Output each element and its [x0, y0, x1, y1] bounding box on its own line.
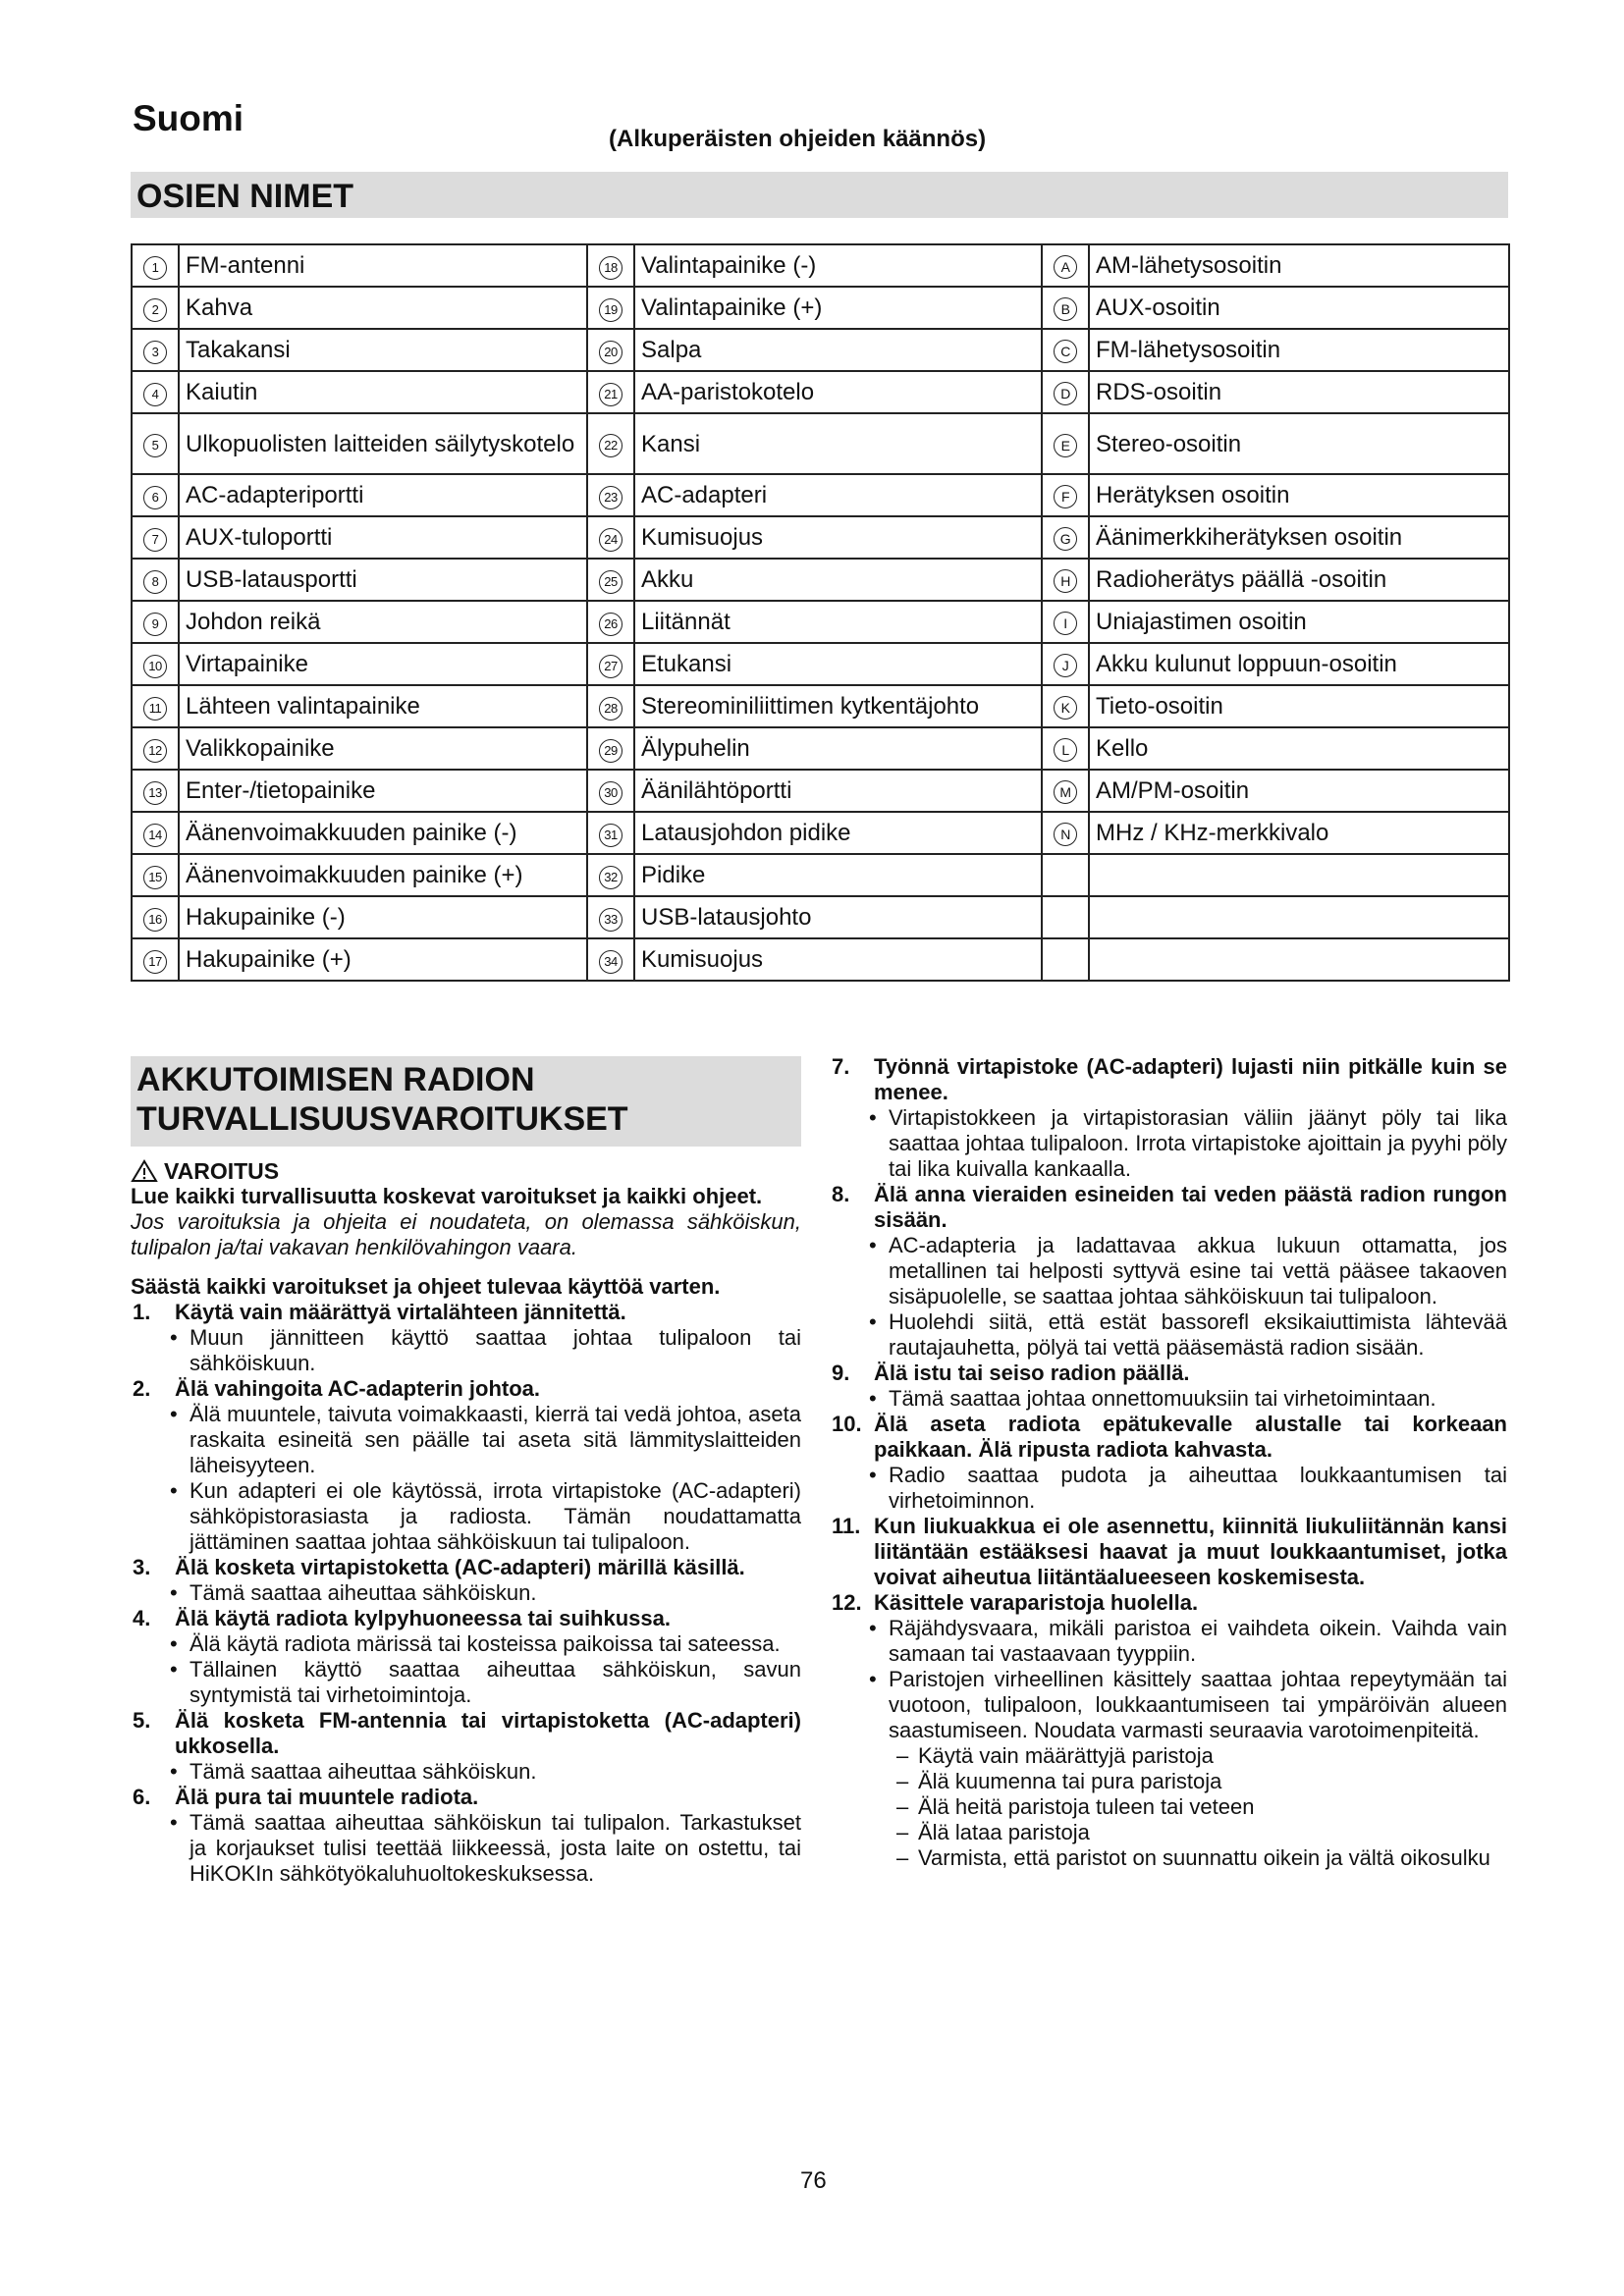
- safety-item-text: Älä aseta radiota epätukevalle alustalle tai korkeaan paikkaan. Älä ripusta radiota kahvasta.: [874, 1412, 1507, 1462]
- safety-bullet: • Tämä saattaa aiheuttaa sähköiskun.: [131, 1580, 801, 1606]
- part-number-cell: [1042, 559, 1089, 601]
- part-name-cell: Akku kulunut loppuun-osoitin: [1089, 643, 1509, 685]
- part-number-badge: 18: [599, 256, 623, 280]
- part-number-cell: [587, 559, 634, 601]
- safety-item-title: [131, 1376, 801, 1402]
- parts-row: [132, 371, 1509, 413]
- safety-section-title: [131, 1056, 801, 1147]
- part-number-cell: [1042, 685, 1089, 727]
- parts-row: [132, 770, 1509, 812]
- part-number-badge: E: [1054, 434, 1077, 457]
- part-name-cell: USB-latausjohto: [634, 896, 1042, 938]
- safety-item: [830, 1412, 1507, 1514]
- part-number-badge: 22: [599, 434, 623, 457]
- parts-row: [132, 244, 1509, 287]
- part-name-cell: AC-adapteri: [634, 474, 1042, 516]
- safety-title-line: TURVALLISUUSVAROITUKSET: [136, 1100, 628, 1138]
- part-number-cell: [587, 812, 634, 854]
- part-number-cell: [587, 413, 634, 474]
- part-name-cell: Etukansi: [634, 643, 1042, 685]
- safety-item-title: [830, 1590, 1507, 1616]
- safety-item: [830, 1361, 1507, 1412]
- part-number-cell: [132, 854, 179, 896]
- safety-item-text: Älä vahingoita AC-adapterin johtoa.: [175, 1376, 540, 1401]
- safety-item: [131, 1555, 801, 1606]
- safety-item: [830, 1590, 1507, 1871]
- safety-item-title: [830, 1514, 1507, 1590]
- safety-item-number: 5.: [133, 1708, 151, 1733]
- safety-dash-item: – Varmista, että paristot on suunnattu oikein ja vältä oikosulku: [830, 1845, 1507, 1871]
- part-name-cell: Äänilähtöportti: [634, 770, 1042, 812]
- part-number-cell: [1042, 244, 1089, 287]
- part-number-badge: D: [1054, 382, 1077, 405]
- part-number-cell: [587, 516, 634, 559]
- safety-item: [131, 1708, 801, 1785]
- part-number-cell: [587, 474, 634, 516]
- safety-item-text: Älä istu tai seiso radion päällä.: [874, 1361, 1190, 1385]
- part-name-cell: Hakupainike (+): [179, 938, 587, 981]
- safety-item-title: [830, 1054, 1507, 1105]
- part-number-badge: 3: [143, 341, 167, 364]
- part-name-cell: Salpa: [634, 329, 1042, 371]
- part-name-cell: Äänimerkkiherätyksen osoitin: [1089, 516, 1509, 559]
- part-number-cell: [132, 559, 179, 601]
- part-name-cell: Kello: [1089, 727, 1509, 770]
- part-number-badge: 8: [143, 570, 167, 594]
- part-name-cell: Äänenvoimakkuuden painike (-): [179, 812, 587, 854]
- part-number-cell: [1042, 770, 1089, 812]
- safety-item-number: 4.: [133, 1606, 151, 1630]
- part-number-cell: [1042, 413, 1089, 474]
- part-number-cell: [132, 287, 179, 329]
- part-name-cell: Ulkopuolisten laitteiden säilytyskotelo: [179, 413, 587, 474]
- safety-left-column: [131, 1158, 801, 1887]
- safety-item: [131, 1300, 801, 1376]
- part-number-badge: 29: [599, 739, 623, 763]
- part-number-cell: [132, 727, 179, 770]
- safety-item-text: Älä pura tai muuntele radiota.: [175, 1785, 479, 1809]
- part-number-badge: 26: [599, 613, 623, 636]
- part-number-cell: [132, 685, 179, 727]
- safety-dash-item: – Älä lataa paristoja: [830, 1820, 1507, 1845]
- part-name-cell: Pidike: [634, 854, 1042, 896]
- part-name-cell: Virtapainike: [179, 643, 587, 685]
- part-number-badge: G: [1054, 527, 1077, 551]
- part-number-cell: [587, 643, 634, 685]
- safety-item-number: 1.: [133, 1300, 151, 1324]
- part-number-cell: [587, 371, 634, 413]
- safety-item-text: Kun liukuakkua ei ole asennettu, kiinnitä liukuliitännän kansi liitäntään estääksesi haavat ja muut loukkaantumiset, jotka voivat aiheutua liitäntäalueeseen koskemisesta.: [874, 1514, 1507, 1589]
- part-number-cell: [132, 896, 179, 938]
- part-number-badge: B: [1054, 297, 1077, 321]
- part-number-badge: 27: [599, 655, 623, 678]
- parts-row: [132, 474, 1509, 516]
- save-note: Säästä kaikki varoitukset ja ohjeet tulevaa käyttöä varten.: [131, 1274, 721, 1299]
- safety-item-number: 6.: [133, 1785, 151, 1809]
- part-number-cell: [132, 643, 179, 685]
- part-number-badge: L: [1054, 738, 1077, 762]
- safety-item-number: 3.: [133, 1555, 151, 1579]
- part-name-cell: Valintapainike (-): [634, 244, 1042, 287]
- safety-bullet: • Tämä saattaa aiheuttaa sähköiskun.: [131, 1759, 801, 1785]
- part-name-cell: [1089, 938, 1509, 981]
- safety-item-text: Työnnä virtapistoke (AC-adapteri) lujasti niin pitkälle kuin se menee.: [874, 1054, 1507, 1104]
- part-number-cell: [1042, 516, 1089, 559]
- part-name-cell: Stereominiliittimen kytkentäjohto: [634, 685, 1042, 727]
- part-number-badge: H: [1054, 569, 1077, 593]
- part-number-badge: 9: [143, 613, 167, 636]
- safety-bullet: • Huolehdi siitä, että estät bassorefl eksikaiuttimista lähtevää rautajauhetta, pölyä tai vettä pääsemästä radion sisään.: [830, 1309, 1507, 1361]
- part-name-cell: AM-lähetysosoitin: [1089, 244, 1509, 287]
- part-number-badge: 13: [143, 781, 167, 805]
- part-name-cell: Latausjohdon pidike: [634, 812, 1042, 854]
- part-number-cell: [1042, 938, 1089, 981]
- part-number-cell: [587, 896, 634, 938]
- part-number-badge: 14: [143, 824, 167, 847]
- intro-italic: Jos varoituksia ja ohjeita ei noudateta, on olemassa sähköiskun, tulipalon ja/tai vakavan henkilövahingon vaara.: [131, 1209, 801, 1259]
- part-name-cell: RDS-osoitin: [1089, 371, 1509, 413]
- part-name-cell: Enter-/tietopainike: [179, 770, 587, 812]
- part-number-badge: 24: [599, 528, 623, 552]
- part-name-cell: Johdon reikä: [179, 601, 587, 643]
- part-name-cell: USB-latausportti: [179, 559, 587, 601]
- safety-bullet: • Älä käytä radiota märissä tai kosteissa paikoissa tai sateessa.: [131, 1631, 801, 1657]
- part-number-badge: 31: [599, 824, 623, 847]
- safety-title-line: AKKUTOIMISEN RADION: [136, 1061, 535, 1098]
- parts-row: [132, 896, 1509, 938]
- part-name-cell: Kumisuojus: [634, 938, 1042, 981]
- warning-label: VAROITUS: [164, 1158, 280, 1184]
- part-name-cell: Herätyksen osoitin: [1089, 474, 1509, 516]
- part-number-badge: 4: [143, 383, 167, 406]
- safety-dash-item: – Älä heitä paristoja tuleen tai veteen: [830, 1794, 1507, 1820]
- safety-item-title: [830, 1182, 1507, 1233]
- safety-bullet: • Räjähdysvaara, mikäli paristoa ei vaihdeta oikein. Vaihda vain samaan tai vastaavaan tyyppiin.: [830, 1616, 1507, 1667]
- parts-row: [132, 727, 1509, 770]
- part-number-badge: 15: [143, 866, 167, 889]
- safety-item-text: Käytä vain määrättyä virtalähteen jännitettä.: [175, 1300, 626, 1324]
- safety-item-title: [131, 1708, 801, 1759]
- part-number-badge: 34: [599, 950, 623, 974]
- part-name-cell: Älypuhelin: [634, 727, 1042, 770]
- part-number-badge: A: [1054, 255, 1077, 279]
- safety-item-title: [830, 1412, 1507, 1463]
- parts-row: [132, 559, 1509, 601]
- warning-heading: [131, 1158, 801, 1184]
- safety-item-number: 10.: [832, 1412, 862, 1436]
- part-number-badge: 28: [599, 697, 623, 721]
- safety-item-text: Älä kosketa virtapistoketta (AC-adapteri) märillä käsillä.: [175, 1555, 745, 1579]
- parts-row: [132, 685, 1509, 727]
- part-number-badge: 12: [143, 739, 167, 763]
- part-name-cell: Hakupainike (-): [179, 896, 587, 938]
- safety-item: [830, 1514, 1507, 1590]
- part-name-cell: Takakansi: [179, 329, 587, 371]
- safety-bullet: • Paristojen virheellinen käsittely saattaa johtaa repeytymään tai vuotoon, tulipaloon, loukkaantumiseen tai ympäröivän alueen saastumiseen. Noudata varmasti seuraavia varotoimenpiteitä.: [830, 1667, 1507, 1743]
- part-number-cell: [132, 601, 179, 643]
- parts-row: [132, 854, 1509, 896]
- parts-section-title: OSIEN NIMET: [131, 172, 1508, 218]
- part-number-cell: [1042, 643, 1089, 685]
- safety-item-text: Älä käytä radiota kylpyhuoneessa tai suihkussa.: [175, 1606, 671, 1630]
- part-number-cell: [1042, 371, 1089, 413]
- part-number-cell: [132, 516, 179, 559]
- part-number-badge: 23: [599, 486, 623, 509]
- part-name-cell: AC-adapteriportti: [179, 474, 587, 516]
- part-name-cell: Tieto-osoitin: [1089, 685, 1509, 727]
- part-number-badge: N: [1054, 823, 1077, 846]
- part-name-cell: AM/PM-osoitin: [1089, 770, 1509, 812]
- safety-item: [830, 1054, 1507, 1182]
- part-number-cell: [587, 329, 634, 371]
- part-number-badge: 25: [599, 570, 623, 594]
- safety-item-title: [830, 1361, 1507, 1386]
- part-name-cell: MHz / KHz-merkkivalo: [1089, 812, 1509, 854]
- translation-note: (Alkuperäisten ohjeiden käännös): [609, 126, 987, 152]
- parts-row: [132, 329, 1509, 371]
- part-number-cell: [587, 854, 634, 896]
- part-number-badge: 1: [143, 256, 167, 280]
- part-number-cell: [132, 474, 179, 516]
- language-heading: Suomi: [133, 98, 244, 138]
- part-number-cell: [1042, 287, 1089, 329]
- part-name-cell: Lähteen valintapainike: [179, 685, 587, 727]
- intro-bold: Lue kaikki turvallisuutta koskevat varoitukset ja kaikki ohjeet.: [131, 1184, 763, 1208]
- part-name-cell: FM-lähetysosoitin: [1089, 329, 1509, 371]
- part-number-cell: [1042, 601, 1089, 643]
- safety-bullet: • Tämä saattaa johtaa onnettomuuksiin tai virhetoimintaan.: [830, 1386, 1507, 1412]
- part-number-badge: J: [1054, 654, 1077, 677]
- safety-items-right: [830, 1054, 1507, 1871]
- part-number-cell: [587, 727, 634, 770]
- part-number-badge: F: [1054, 485, 1077, 508]
- part-number-cell: [132, 329, 179, 371]
- part-number-badge: 20: [599, 341, 623, 364]
- safety-items-left: [131, 1300, 801, 1887]
- part-number-badge: 32: [599, 866, 623, 889]
- parts-row: [132, 413, 1509, 474]
- safety-item-text: Älä anna vieraiden esineiden tai veden päästä radion rungon sisään.: [874, 1182, 1507, 1232]
- safety-item-number: 12.: [832, 1590, 862, 1615]
- parts-table: [131, 243, 1510, 982]
- safety-item: [131, 1785, 801, 1887]
- part-name-cell: Kumisuojus: [634, 516, 1042, 559]
- part-number-cell: [587, 601, 634, 643]
- part-name-cell: Kansi: [634, 413, 1042, 474]
- part-number-cell: [1042, 329, 1089, 371]
- part-name-cell: Radioherätys päällä -osoitin: [1089, 559, 1509, 601]
- part-number-cell: [1042, 854, 1089, 896]
- part-number-cell: [132, 371, 179, 413]
- part-number-cell: [132, 244, 179, 287]
- part-number-cell: [587, 770, 634, 812]
- safety-item-text: Älä kosketa FM-antennia tai virtapistoketta (AC-adapteri) ukkosella.: [175, 1708, 801, 1758]
- part-number-cell: [1042, 896, 1089, 938]
- part-name-cell: Valintapainike (+): [634, 287, 1042, 329]
- safety-item-number: 7.: [832, 1054, 850, 1079]
- safety-right-column: [830, 1054, 1507, 1871]
- part-number-badge: 7: [143, 528, 167, 552]
- part-number-cell: [132, 770, 179, 812]
- part-number-badge: 2: [143, 298, 167, 322]
- safety-item: [131, 1606, 801, 1708]
- safety-bullet: • Muun jännitteen käyttö saattaa johtaa tulipaloon tai sähköiskuun.: [131, 1325, 801, 1376]
- safety-item: [830, 1182, 1507, 1361]
- part-name-cell: Äänenvoimakkuuden painike (+): [179, 854, 587, 896]
- safety-bullet: • Virtapistokkeen ja virtapistorasian väliin jäänyt pöly tai lika saattaa johtaa tulipaloon. Irrota virtapistoke ajoittain ja pyyhi pöly tai lika kuivalla kankaalla.: [830, 1105, 1507, 1182]
- part-number-badge: 10: [143, 655, 167, 678]
- part-number-cell: [1042, 474, 1089, 516]
- safety-bullet: • Tällainen käyttö saattaa aiheuttaa sähköiskun, savun syntymistä tai virhetoimintoja.: [131, 1657, 801, 1708]
- part-name-cell: AUX-osoitin: [1089, 287, 1509, 329]
- part-number-badge: M: [1054, 780, 1077, 804]
- part-number-badge: 33: [599, 908, 623, 932]
- safety-item-number: 11.: [832, 1514, 861, 1538]
- part-name-cell: Akku: [634, 559, 1042, 601]
- part-number-cell: [587, 685, 634, 727]
- safety-item-number: 8.: [832, 1182, 850, 1206]
- parts-row: [132, 643, 1509, 685]
- safety-dash-item: – Käytä vain määrättyjä paristoja: [830, 1743, 1507, 1769]
- part-number-badge: 5: [143, 434, 167, 457]
- part-number-badge: I: [1054, 612, 1077, 635]
- part-number-badge: 16: [143, 908, 167, 932]
- safety-item: [131, 1376, 801, 1555]
- part-number-cell: [132, 413, 179, 474]
- parts-row: [132, 601, 1509, 643]
- safety-dash-item: – Älä kuumenna tai pura paristoja: [830, 1769, 1507, 1794]
- part-name-cell: [1089, 854, 1509, 896]
- part-number-cell: [587, 938, 634, 981]
- parts-row: [132, 938, 1509, 981]
- page-number: 76: [800, 2167, 827, 2194]
- part-number-cell: [587, 244, 634, 287]
- safety-item-number: 9.: [832, 1361, 850, 1385]
- part-number-cell: [1042, 812, 1089, 854]
- part-number-badge: C: [1054, 340, 1077, 363]
- safety-bullet: • AC-adapteria ja ladattavaa akkua lukuun ottamatta, jos metallinen tai helposti syttyvä esine tai vettä pääsee takaoven sisäpuolelle, se saattaa johtaa sähköiskuun tai tulipaloon.: [830, 1233, 1507, 1309]
- part-number-cell: [132, 812, 179, 854]
- part-name-cell: [1089, 896, 1509, 938]
- part-number-cell: [587, 287, 634, 329]
- part-number-badge: 6: [143, 486, 167, 509]
- part-number-badge: 19: [599, 298, 623, 322]
- part-name-cell: Liitännät: [634, 601, 1042, 643]
- safety-item-number: 2.: [133, 1376, 151, 1401]
- safety-item-title: [131, 1785, 801, 1810]
- safety-bullet: • Radio saattaa pudota ja aiheuttaa loukkaantumisen tai virhetoiminnon.: [830, 1463, 1507, 1514]
- safety-item-title: [131, 1555, 801, 1580]
- part-name-cell: AUX-tuloportti: [179, 516, 587, 559]
- safety-item-text: Käsittele varaparistoja huolella.: [874, 1590, 1199, 1615]
- part-number-badge: 30: [599, 781, 623, 805]
- parts-row: [132, 812, 1509, 854]
- part-name-cell: Kahva: [179, 287, 587, 329]
- warning-triangle-icon: [131, 1159, 158, 1183]
- part-name-cell: FM-antenni: [179, 244, 587, 287]
- part-name-cell: Valikkopainike: [179, 727, 587, 770]
- safety-item-title: [131, 1606, 801, 1631]
- part-number-cell: [1042, 727, 1089, 770]
- part-name-cell: AA-paristokotelo: [634, 371, 1042, 413]
- part-number-badge: K: [1054, 696, 1077, 720]
- part-number-badge: 21: [599, 383, 623, 406]
- parts-row: [132, 287, 1509, 329]
- part-name-cell: Kaiutin: [179, 371, 587, 413]
- part-number-cell: [132, 938, 179, 981]
- parts-row: [132, 516, 1509, 559]
- safety-bullet: • Älä muuntele, taivuta voimakkaasti, kierrä tai vedä johtoa, aseta raskaita esineitä sen päälle tai aseta sitä lämmityslaitteiden läheisyyteen.: [131, 1402, 801, 1478]
- part-number-badge: 11: [143, 697, 167, 721]
- safety-bullet: • Tämä saattaa aiheuttaa sähköiskun tai tulipalon. Tarkastukset ja korjaukset tulisi teettää liikkeessä, josta laite on ostettu, tai HiKOKIn sähkötyökaluhuoltokeskuksessa.: [131, 1810, 801, 1887]
- safety-item-title: [131, 1300, 801, 1325]
- part-number-badge: 17: [143, 950, 167, 974]
- part-name-cell: Uniajastimen osoitin: [1089, 601, 1509, 643]
- safety-bullet: • Kun adapteri ei ole käytössä, irrota virtapistoke (AC-adapteri) sähköpistorasiasta ja radiosta. Tämän noudattamatta jättäminen saattaa johtaa sähköiskuun tai tulipaloon.: [131, 1478, 801, 1555]
- part-name-cell: Stereo-osoitin: [1089, 413, 1509, 474]
